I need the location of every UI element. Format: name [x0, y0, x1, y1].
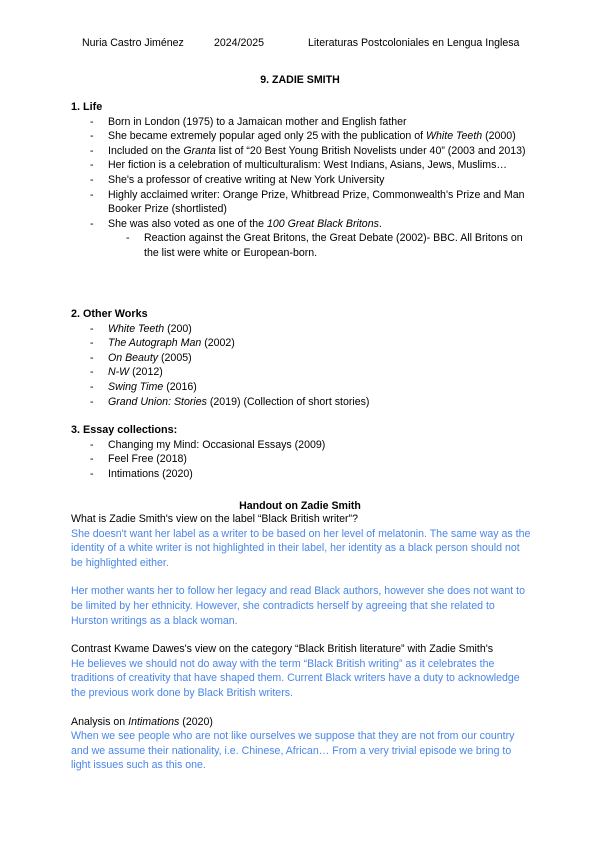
life-subitem: - Reaction against the Great Britons, the Great Debate (2002)- BBC. All Britons on the list were white or European-born. [108, 231, 531, 260]
work-year: (2016) [163, 380, 197, 393]
work-item [71, 351, 531, 366]
work-year: (2005) [158, 351, 192, 364]
spacer [71, 570, 531, 584]
question-3-text: Analysis on [71, 715, 129, 728]
spacer [71, 628, 531, 642]
question-3 [71, 715, 531, 730]
work-title: Grand Union: Stories [108, 395, 207, 408]
life-item [71, 144, 531, 159]
life-item: - She's a professor of creative writing at New York University [71, 173, 531, 188]
section-life [71, 100, 531, 261]
essay-item: - Changing my Mind: Occasional Essays (2009) [71, 438, 531, 453]
work-item [71, 336, 531, 351]
work-year: (2019) (Collection of short stories) [206, 395, 370, 408]
section-works [71, 307, 531, 409]
question-3-italic: Intimations [128, 715, 180, 728]
work-title: N-W [108, 366, 130, 379]
question-2: Contrast Kwame Dawes's view on the category “Black British literature” with Zadie Smith's [71, 643, 494, 656]
essay-item: - Intimations (2020) [71, 467, 531, 482]
work-title: On Beauty [108, 351, 159, 364]
life-item-italic: White Teeth [426, 130, 483, 143]
header-year: 2024/2025 [214, 37, 265, 49]
question-1: What is Zadie Smith's view on the label “Black British writer”? [71, 513, 358, 525]
life-item [71, 217, 531, 261]
work-year: (2002) [201, 337, 235, 350]
answer-1b: Her mother wants her to follow her legacy and read Black authors, however she does not want to be limited by her ethnicity. However, she contradicts herself by agreeing that she related to Hurston writings as a black woman. [71, 585, 526, 627]
work-year: (200) [164, 322, 192, 335]
page-header [82, 36, 542, 50]
life-item-italic: 100 Great Black Britons [267, 217, 379, 230]
life-item-text: . [378, 217, 382, 230]
life-item-text: She was also voted as one of the [108, 217, 268, 230]
section-works-heading: 2. Other Works [71, 308, 148, 320]
work-title: White Teeth [108, 322, 165, 335]
work-title: The Autograph Man [108, 337, 202, 350]
life-item: - Her fiction is a celebration of multiculturalism: West Indians, Asians, Jews, Muslims… [71, 158, 531, 173]
life-item-italic: Granta [183, 144, 216, 157]
work-item [71, 380, 531, 395]
life-sublist [108, 231, 531, 260]
life-list [71, 115, 531, 261]
spacer [71, 701, 531, 715]
section-essays [71, 423, 531, 481]
handout-title: Handout on Zadie Smith [239, 500, 361, 512]
question-3-text: (2020) [179, 715, 213, 728]
header-author: Nuria Castro Jiménez [82, 37, 184, 49]
document-title: 9. ZADIE SMITH [260, 74, 340, 86]
answer-3: When we see people who are not like ourselves we suppose that they are not from our country and we assume their nationality, i.e. Chinese, African… From a very trivial episode we bring to light issues such as this one. [71, 730, 515, 772]
life-item-text: list of “20 Best Young British Novelists under 40” (2003 and 2013) [215, 144, 526, 157]
section-life-heading: 1. Life [71, 101, 103, 113]
life-item-text: Included on the [108, 144, 184, 157]
work-title: Swing Time [108, 380, 164, 393]
life-item [71, 129, 531, 144]
life-item: - Highly acclaimed writer: Orange Prize, Whitbread Prize, Commonwealth's Prize and Man Booker Prize (shortlisted) [71, 188, 531, 217]
work-item [71, 365, 531, 380]
essay-item: - Feel Free (2018) [71, 452, 531, 467]
section-essays-heading: 3. Essay collections: [71, 424, 178, 436]
answer-2: He believes we should not do away with the term “Black British writing” as it celebrates the traditions of creativity that have shaped them. Current Black writers have a duty to acknowledge the previous work done by Black British writers. [71, 657, 520, 699]
life-item-text: She became extremely popular aged only 25 with the publication of [108, 130, 427, 143]
work-item [71, 322, 531, 337]
answer-1: She doesn't want her label as a writer to be based on her level of melatonin. The same way as the identity of a white writer is not highlighted in their label, her identity as a black person should not be highlighted either. [71, 527, 531, 569]
work-item [71, 395, 531, 410]
work-year: (2012) [129, 366, 163, 379]
essays-list [71, 438, 531, 482]
life-item-text: (2000) [482, 130, 516, 143]
life-item: - Born in London (1975) to a Jamaican mother and English father [71, 115, 531, 130]
handout-content [71, 512, 531, 773]
works-list [71, 322, 531, 410]
header-course: Literaturas Postcoloniales en Lengua Inglesa [308, 37, 520, 49]
